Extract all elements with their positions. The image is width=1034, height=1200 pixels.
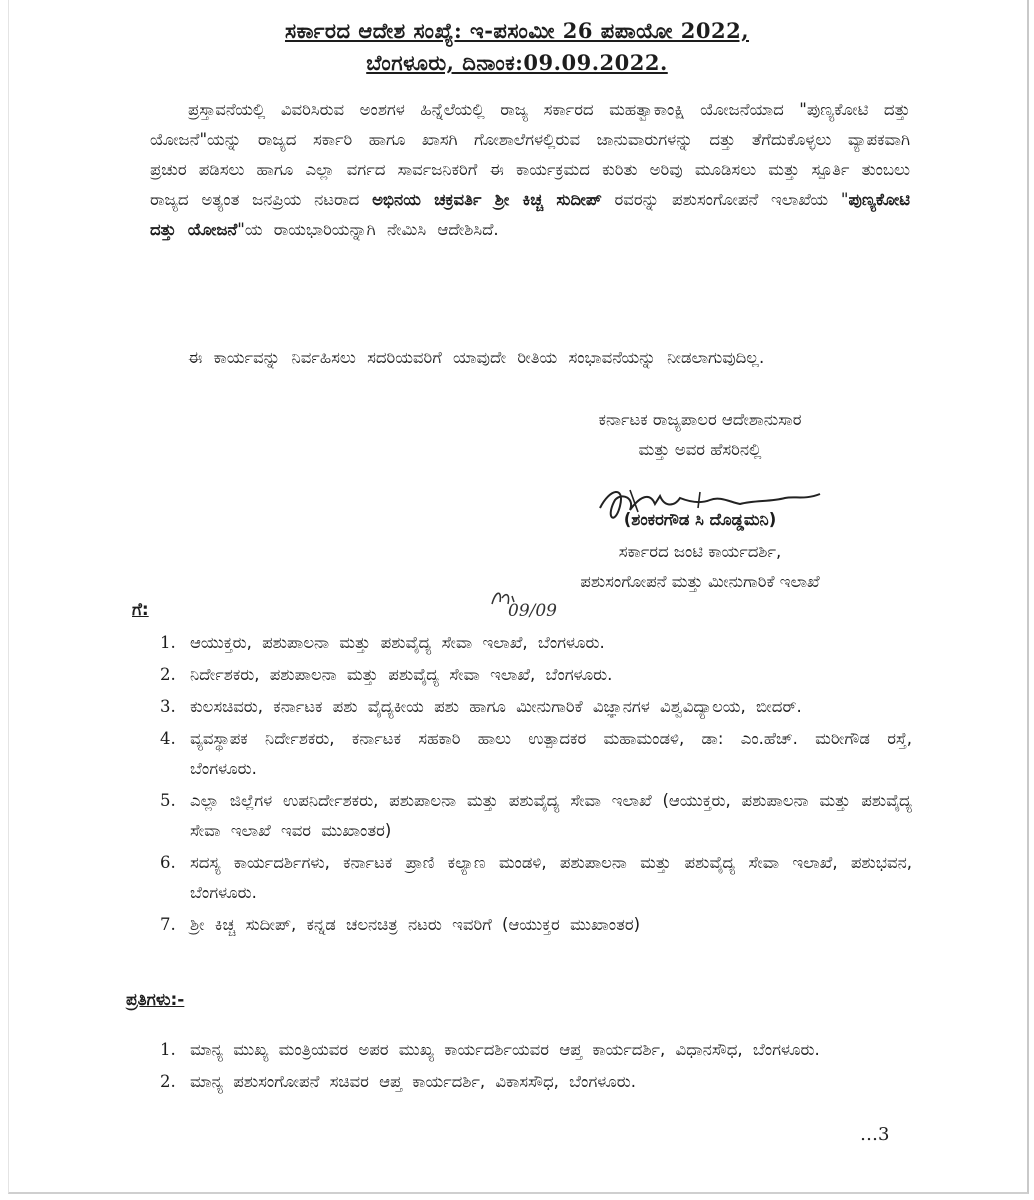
para1-text-a: ಪ್ರಸ್ತಾವನೆಯಲ್ಲಿ ವಿವರಿಸಿರುವ ಅಂಶಗಳ ಹಿನ್ನೆಲೆಯಲ್ಲಿ ರಾಜ್ಯ ಸರ್ಕಾರದ ಮಹತ್ವಾಕಾಂಕ್ಷಿ ಯೋಜನೆಯಾದ "ಪುಣ್ಯಕೋಟಿ ದತ್ತು ಯೋಜನೆ"ಯನ್ನು ರಾಜ್ಯದ ಸರ್ಕಾರಿ ಹಾಗೂ ಖಾಸಗಿ ಗೋಶಾಲೆಗಳಲ್ಲಿರುವ ಜಾನುವಾರುಗಳನ್ನು ದತ್ತು ತೆಗೆದುಕೊಳ್ಳಲು ವ್ಯಾಪಕವಾಗಿ ಪ್ರಚುರ ಪಡಿಸಲು ಹಾಗೂ ಎಲ್ಲಾ ವರ್ಗದ ಸಾರ್ವಜನಿಕರಿಗೆ ಈ ಕಾರ್ಯಕ್ರಮದ ಕುರಿತು ಅರಿವು ಮೂಡಿಸಲು ಮತ್ತು ಸ್ಪೂರ್ತಿ ತುಂಬಲು ರಾಜ್ಯದ ಅತ್ಯಂತ ಜನಪ್ರಿಯ ನಟರಾದ — [150, 100, 910, 209]
list-item: 3. ಕುಲಸಚಿವರು, ಕರ್ನಾಟಕ ಪಶು ವೈದ್ಯಕೀಯ ಪಶು ಹಾಗೂ ಮೀನುಗಾರಿಕೆ ವಿಜ್ಞಾನಗಳ ವಿಶ್ವವಿದ್ಯಾಲಯ, ಬೀದರ್. — [160, 697, 802, 716]
order-number-title: ಸರ್ಕಾರದ ಆದೇಶ ಸಂಖ್ಯೆ: ಇ-ಪಸಂಮೀ 26 ಪಪಾಯೋ 2022, — [284, 18, 750, 43]
copies-label: ಪ್ರತಿಗಳು:- — [126, 990, 185, 1010]
signer-designation: ಸರ್ಕಾರದ ಜಂಟಿ ಕಾರ್ಯದರ್ಶಿ, — [618, 542, 782, 561]
order-place-date: ಬೆಂಗಳೂರು, ದಿನಾಂಕ:09.09.2022. — [366, 50, 668, 75]
handwritten-initials-date — [488, 582, 578, 622]
list-item: 2. ಮಾನ್ಯ ಪಶುಸಂಗೋಪನೆ ಸಚಿವರ ಆಪ್ತ ಕಾರ್ಯದರ್ಶಿ, ವಿಕಾಸಸೌಧ, ಬೆಂಗಳೂರು. — [160, 1072, 636, 1091]
order-paragraph-1 — [150, 95, 910, 245]
list-item: 6. ಸದಸ್ಯ ಕಾರ್ಯದರ್ಶಿಗಳು, ಕರ್ನಾಟಕ ಪ್ರಾಣಿ ಕಲ್ಯಾಣ ಮಂಡಳಿ, ಪಶುಪಾಲನಾ ಮತ್ತು ಪಶುವೈದ್ಯ ಸೇವಾ ಇಲಾಖೆ, ಪಶುಭವನ, ಬೆಂಗಳೂರು. — [160, 853, 912, 902]
recipients-label: ಗೆ: — [132, 600, 149, 620]
para1-text-b: ರವರನ್ನು ಪಶುಸಂಗೋಪನೆ ಇಲಾಖೆಯ " — [601, 190, 849, 209]
scheme-name: ಪುಣ್ಯಕೋಟಿ ದತ್ತು ಯೋಜನೆ — [150, 190, 911, 239]
para1-text-c: "ಯ ರಾಯಭಾರಿಯನ್ನಾಗಿ ನೇಮಿಸಿ ಆದೇಶಿಸಿದೆ. — [237, 220, 499, 239]
svg-text:09/09: 09/09 — [508, 601, 557, 621]
list-item: 1. ಮಾನ್ಯ ಮುಖ್ಯ ಮಂತ್ರಿಯವರ ಅಪರ ಮುಖ್ಯ ಕಾರ್ಯದರ್ಶಿಯವರ ಆಪ್ತ ಕಾರ್ಯದರ್ಶಿ, ವಿಧಾನಸೌಧ, ಬೆಂಗಳೂರು. — [160, 1040, 820, 1059]
signer-name: (ಶಂಕರಗೌಡ ಸಿ ದೊಡ್ಡಮನಿ) — [623, 510, 777, 529]
list-item: 5. ಎಲ್ಲಾ ಜಿಲ್ಲೆಗಳ ಉಪನಿರ್ದೇಶಕರು, ಪಶುಪಾಲನಾ ಮತ್ತು ಪಶುವೈದ್ಯ ಸೇವಾ ಇಲಾಖೆ (ಆಯುಕ್ತರು, ಪಶುಪಾಲನಾ ಮತ್ತು ಪಶುವೈದ್ಯ ಸೇವಾ ಇಲಾಖೆ ಇವರ ಮುಖಾಂತರ) — [160, 791, 912, 840]
ambassador-name: ಅಭಿನಯ ಚಕ್ರವರ್ತಿ ಶ್ರೀ ಕಿಚ್ಚ ಸುದೀಪ್ — [372, 190, 602, 209]
order-paragraph-2 — [150, 343, 910, 373]
recipients-list — [160, 628, 912, 942]
list-item: 4. ವ್ಯವಸ್ಥಾಪಕ ನಿರ್ದೇಶಕರು, ಕರ್ನಾಟಕ ಸಹಕಾರಿ ಹಾಲು ಉತ್ಪಾದಕರ ಮಹಾಮಂಡಳಿ, ಡಾ: ಎಂ.ಹೆಚ್. ಮರೀಗೌಡ ರಸ್ತೆ, ಬೆಂಗಳೂರು. — [160, 729, 912, 778]
page-continuation: …3 — [860, 1124, 890, 1145]
copies-list — [160, 1035, 912, 1099]
signer-department: ಪಶುಸಂಗೋಪನೆ ಮತ್ತು ಮೀನುಗಾರಿಕೆ ಇಲಾಖೆ — [580, 572, 820, 591]
list-item: 2. ನಿರ್ದೇಶಕರು, ಪಶುಪಾಲನಾ ಮತ್ತು ಪಶುವೈದ್ಯ ಸೇವಾ ಇಲಾಖೆ, ಬೆಂಗಳೂರು. — [160, 665, 613, 684]
authority-line-1: ಕರ್ನಾಟಕ ರಾಜ್ಯಪಾಲರ ಆದೇಶಾನುಸಾರ — [598, 410, 802, 429]
list-item: 1. ಆಯುಕ್ತರು, ಪಶುಪಾಲನಾ ಮತ್ತು ಪಶುವೈದ್ಯ ಸೇವಾ ಇಲಾಖೆ, ಬೆಂಗಳೂರು. — [160, 633, 605, 652]
list-item: 7. ಶ್ರೀ ಕಿಚ್ಚ ಸುದೀಪ್, ಕನ್ನಡ ಚಲನಚಿತ್ರ ನಟರು ಇವರಿಗೆ (ಆಯುಕ್ತರ ಮುಖಾಂತರ) — [160, 915, 641, 934]
authority-line-2: ಮತ್ತು ಅವರ ಹೆಸರಿನಲ್ಲಿ — [638, 440, 762, 459]
para2-text: ಈ ಕಾರ್ಯವನ್ನು ನಿರ್ವಹಿಸಲು ಸದರಿಯವರಿಗೆ ಯಾವುದೇ ರೀತಿಯ ಸಂಭಾವನೆಯನ್ನು ನೀಡಲಾಗುವುದಿಲ್ಲ. — [188, 348, 765, 367]
